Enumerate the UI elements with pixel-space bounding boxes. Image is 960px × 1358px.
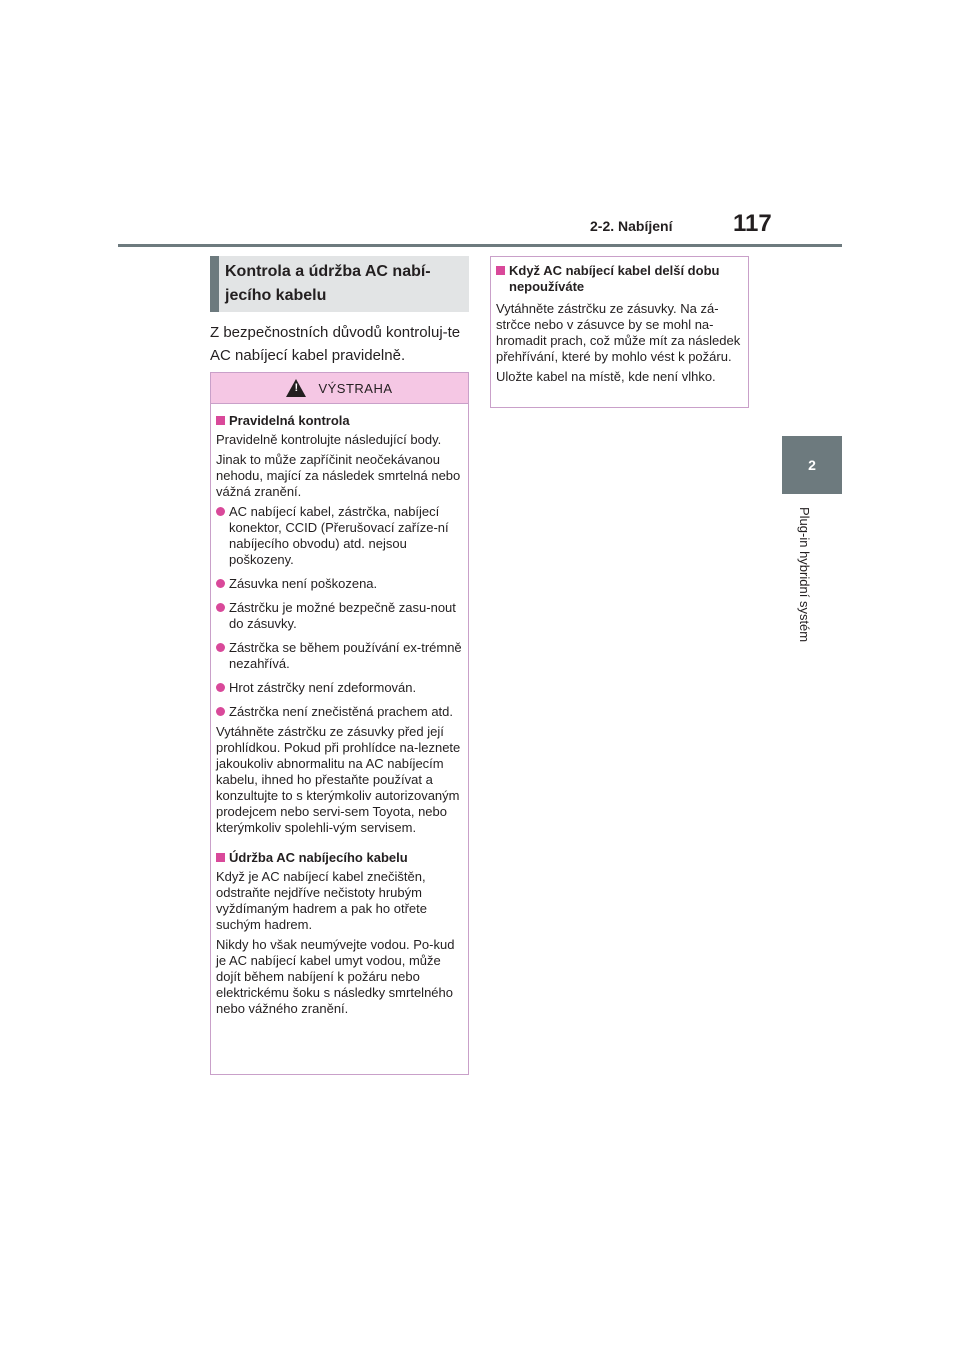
page-number: 117 [733, 210, 772, 237]
section-title-bar [210, 256, 219, 312]
circle-bullet-icon [216, 707, 225, 716]
section-title-box [210, 256, 469, 312]
paragraph: Pravidelně kontrolujte následující body. [216, 432, 442, 447]
list-item-text: Zástrčka není znečistěná prachem atd. [229, 704, 454, 719]
circle-bullet-icon [216, 507, 225, 516]
list-item-text: Hrot zástrčky není zdeformován. [229, 680, 417, 695]
intro-text: Z bezpečnostních důvodů kontroluj-te AC nabíjecí kabel pravidelně. [210, 324, 461, 364]
paragraph: Uložte kabel na místě, kde není vlhko. [496, 369, 716, 384]
paragraph: Jinak to může zapříčinit neočekávanou nehodu, mající za následek smrtelná nebo vážná zranění. [216, 452, 461, 499]
section-title: Kontrola a údržba AC nabí-jecího kabelu [225, 263, 431, 304]
circle-bullet-icon [216, 579, 225, 588]
subheading-text: Když AC nabíjecí kabel delší dobu nepoužíváte [509, 263, 720, 294]
circle-bullet-icon [216, 603, 225, 612]
circle-bullet-icon [216, 643, 225, 652]
list-item-text: Zástrčka se během používání ex-trémně nezahřívá. [229, 640, 462, 671]
paragraph: Vytáhněte zástrčku ze zásuvky. Na zá-strčce nebo v zásuvce by se mohl na-hromadit prach, což může mít za následek přehřívání, které by mohlo vést k požáru. [496, 301, 741, 364]
square-bullet-icon [496, 266, 505, 275]
list-item-text: Zástrčku je možné bezpečně zasu-nout do zásuvky. [229, 600, 456, 631]
chapter-number: 2 [808, 457, 816, 473]
list-item [216, 576, 463, 592]
header-divider [118, 244, 842, 247]
circle-bullet-icon [216, 683, 225, 692]
warning-box [210, 372, 469, 1075]
chapter-label: Plug-in hybridní systém [797, 507, 812, 643]
subheading-storage [496, 263, 743, 295]
list-item-text: Zásuvka není poškozena. [229, 576, 378, 591]
subheading-text: Pravidelná kontrola [229, 413, 350, 428]
square-bullet-icon [216, 853, 225, 862]
paragraph: Vytáhněte zástrčku ze zásuvky před její prohlídkou. Pokud při prohlídce na-leznete jakoukoliv abnormalitu na AC nabíjecím kabelu, ihned ho přestaňte používat a konzultujte to s kterýmkoliv autorizovaným prodejcem nebo servi-sem Toyota, nebo kterýmkoliv spolehli-vým servisem. [216, 724, 461, 835]
list-item [216, 600, 463, 632]
info-box [490, 256, 749, 408]
list-item [216, 704, 463, 720]
warning-header [211, 373, 468, 404]
chapter-tab [782, 436, 842, 494]
subheading-maintenance [216, 850, 463, 866]
square-bullet-icon [216, 416, 225, 425]
list-item [216, 680, 463, 696]
subheading-regular-check [216, 413, 463, 429]
section-header: 2-2. Nabíjení [590, 218, 673, 234]
warning-title: VÝSTRAHA [318, 380, 393, 396]
list-item [216, 640, 463, 672]
paragraph: Když je AC nabíjecí kabel znečištěn, odstraňte nejdříve nečistoty hrubým vyždímaným hadrem a pak ho otřete suchým hadrem. [216, 869, 427, 932]
list-item-text: AC nabíjecí kabel, zástrčka, nabíjecí konektor, CCID (Přerušovací zaříze-ní nabíjecího obvodu) atd. nejsou poškozeny. [229, 504, 449, 567]
warning-content [211, 404, 468, 1017]
warning-triangle-icon [286, 379, 306, 397]
paragraph: Nikdy ho však neumývejte vodou. Po-kud je AC nabíjecí kabel umyt vodou, může dojít během nabíjení k požáru nebo elektrickému šoku s následky smrtelného nebo vážného zranění. [216, 937, 455, 1016]
list-item [216, 504, 463, 568]
subheading-text: Údržba AC nabíjecího kabelu [229, 850, 408, 865]
